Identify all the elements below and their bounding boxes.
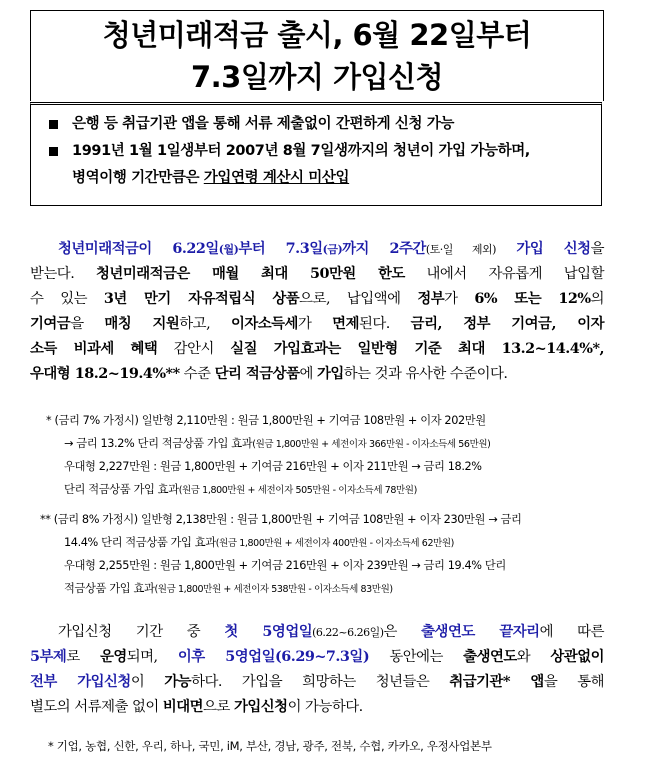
text-span: 가입	[316, 365, 344, 382]
text-span: 으로, 납입액에	[299, 291, 418, 307]
text-span: (원금 1,800만원 + 세전이자 400만원 - 이자소득세 62만원)	[215, 538, 454, 549]
text-span: 내에서 자유롭게 납입할	[404, 266, 604, 282]
para1-line	[30, 286, 604, 311]
text-span: 이 가능하다.	[287, 699, 363, 715]
para1-line	[30, 261, 604, 286]
agency-footnote: * 기업, 농협, 신한, 우리, 하나, 국민, iM, 부산, 경남, 광주, 전북, 수협, 카카오, 우정사업본부	[48, 739, 492, 753]
footnote-row	[46, 432, 606, 455]
text-span: 가입 신청	[495, 240, 591, 257]
text-span: 은	[383, 624, 422, 640]
text-span: 와	[516, 649, 551, 665]
text-span: (원금 1,800만원 + 세전이자 505만원 - 이자소득세 78만원)	[178, 485, 417, 496]
text-span: 단리 적금상품 가입 효과	[64, 483, 179, 496]
text-span: 되며,	[126, 649, 178, 665]
text-span: 하다. 가입을 희망하는 청년들은	[191, 674, 450, 690]
footnote-row	[40, 577, 600, 600]
text-span: 5부제	[30, 648, 67, 665]
text-span: 6% 또는 12%	[474, 290, 591, 307]
text-span: 을	[70, 316, 105, 332]
text-span: 단리 적금상품	[214, 365, 300, 382]
text-span: 에	[299, 366, 317, 382]
text-span: 하고,	[179, 316, 231, 332]
square-bullet-icon	[49, 147, 58, 156]
summary-item	[49, 138, 593, 192]
text-span: 으로	[203, 699, 234, 715]
para1-line	[30, 336, 604, 361]
summary-text-2b: 병역이행 기간만큼은	[72, 170, 204, 186]
body-paragraph-1	[30, 236, 604, 386]
text-span: 실질 가입효과는 일반형 기준 최대 13.2~14.4%*,	[230, 340, 604, 357]
text-span: 가	[444, 291, 475, 307]
text-span: 에 따른	[539, 624, 604, 640]
text-span: (원금 1,800만원 + 세전이자 538만원 - 이자소득세 83만원)	[154, 584, 393, 595]
summary-text-2c: 가입연령 계산시 미산입	[203, 170, 350, 186]
text-span: 비대면	[162, 698, 204, 715]
text-span: (6.22~6.26일)	[312, 626, 384, 639]
text-span: 수 있는	[30, 291, 104, 307]
text-span: 매칭 지원	[104, 315, 180, 332]
text-span: 별도의 서류제출 없이	[30, 699, 163, 715]
text-span: 된다.	[358, 316, 411, 332]
text-span: 전부 가입신청	[30, 673, 131, 690]
footnote-row: 우대형 2,255만원 : 원금 1,800만원 + 기여금 216만원 + 이자 239만원 → 금리 19.4% 단리	[64, 559, 506, 572]
text-span: 을 통해	[543, 674, 605, 690]
text-span: 까지 2주간	[342, 240, 426, 257]
text-span: 감안시	[157, 341, 231, 357]
text-span: 의	[590, 291, 604, 307]
footnote-row: * (금리 7% 가정시) 일반형 2,110만원 : 원금 1,800만원 + 기여금 108만원 + 이자 202만원	[46, 414, 486, 427]
text-span: 출생연도 끝자리	[421, 623, 540, 640]
footnote-row: ** (금리 8% 가정시) 일반형 2,138만원 : 원금 1,800만원 + 기여금 108만원 + 이자 230만원 → 금리	[40, 513, 522, 526]
text-span: 을	[590, 241, 604, 257]
text-span: 상관없이	[550, 648, 604, 665]
footnote-row: 우대형 2,227만원 : 원금 1,800만원 + 기여금 216만원 + 이자 211만원 → 금리 18.2%	[64, 460, 482, 473]
text-span: 적금상품 가입 효과	[64, 582, 155, 595]
text-span: 취급기관* 앱	[449, 673, 544, 690]
footnote-row	[40, 531, 600, 554]
text-span: 하는 것과 유사한 수준이다.	[343, 366, 508, 382]
text-span: 운영	[99, 648, 127, 665]
para1-line	[30, 361, 604, 386]
text-span: 정부	[417, 290, 445, 307]
para1-line	[30, 236, 604, 261]
para2-line	[30, 669, 604, 694]
text-span: 소득 비과세 혜택	[30, 340, 158, 357]
text-span: 가	[297, 316, 333, 332]
text-span: (금)	[322, 243, 343, 256]
text-span: 로	[66, 649, 100, 665]
text-span: 가입신청	[233, 698, 288, 715]
text-span: (원금 1,800만원 + 세전이자 366만원 - 이자소득세 56만원)	[252, 439, 491, 450]
text-span: 동안에는	[369, 649, 464, 665]
text-span: 수준	[179, 366, 215, 382]
footnote-row	[46, 478, 606, 501]
text-span: 부터 7.3일	[238, 240, 323, 257]
summary-box	[30, 102, 602, 206]
text-span: 가능	[164, 673, 192, 690]
text-span: 이	[130, 674, 165, 690]
title-line-1: 청년미래적금 출시, 6월 22일부터	[102, 18, 532, 52]
text-span: 이자소득세	[230, 315, 298, 332]
summary-item	[49, 111, 593, 138]
para2-line	[30, 694, 604, 719]
text-span: 청년미래적금은 매월 최대 50만원 한도	[96, 265, 405, 282]
text-span: 기여금	[30, 315, 71, 332]
summary-text-2a: 1991년 1월 1일생부터 2007년 8월 7일생까지의 청년이 가입 가능하며,	[72, 143, 530, 159]
text-span: 첫 5영업일	[224, 623, 313, 640]
text-span: 이후 5영업일(6.29~7.3일)	[177, 648, 370, 665]
footnote-2	[40, 508, 600, 600]
text-span: 청년미래적금이 6.22일	[58, 240, 219, 257]
text-span: (토·일 제외)	[425, 243, 496, 256]
text-span: 3년 만기 자유적립식 상품	[103, 290, 300, 307]
summary-text-2	[72, 138, 593, 192]
para2-line	[30, 619, 604, 644]
footnote-1	[46, 409, 606, 501]
text-span: 면제	[332, 315, 359, 332]
summary-text-1: 은행 등 취급기관 앱을 통해 서류 제출없이 간편하게 신청 가능	[72, 116, 455, 132]
text-span: 14.4% 단리 적금상품 가입 효과	[64, 536, 216, 549]
text-span: 우대형 18.2~19.4%**	[30, 365, 180, 382]
text-span: 금리, 정부 기여금, 이자	[410, 315, 605, 332]
title-box	[30, 10, 604, 101]
para1-line	[30, 311, 604, 336]
text-span: 출생연도	[463, 648, 517, 665]
text-span: → 금리 13.2% 단리 적금상품 가입 효과	[64, 437, 253, 450]
text-span: 가입신청 기간 중	[58, 624, 225, 640]
square-bullet-icon	[49, 120, 58, 129]
text-span: 받는다.	[30, 266, 97, 282]
body-paragraph-2	[30, 619, 604, 719]
para2-line	[30, 644, 604, 669]
title-line-2: 7.3일까지 가입신청	[190, 60, 444, 94]
text-span: (월)	[218, 243, 239, 256]
